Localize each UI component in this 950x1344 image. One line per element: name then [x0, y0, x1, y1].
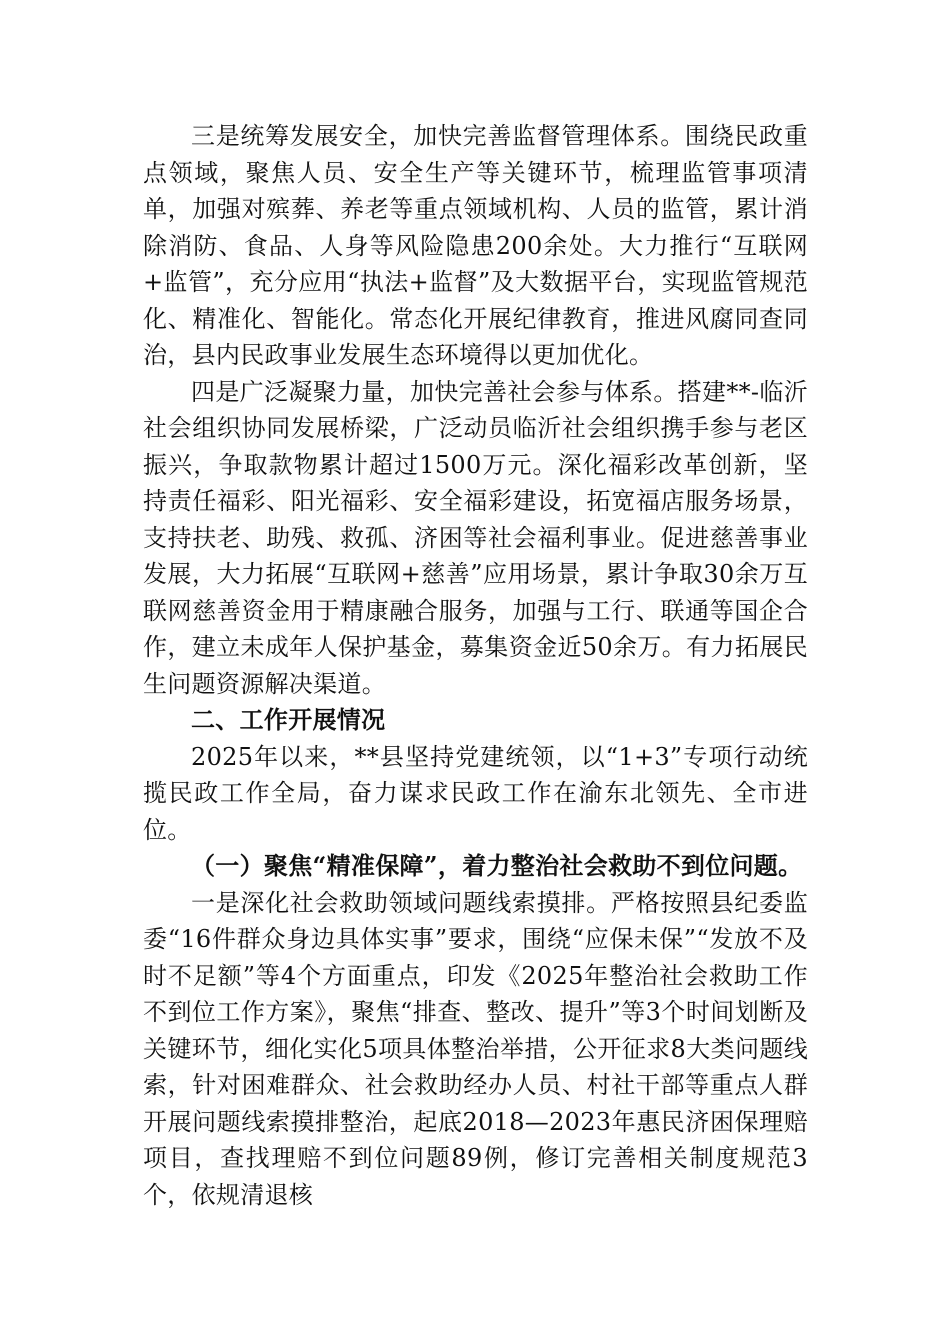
paragraph-safety-supervision: 三是统筹发展安全，加快完善监督管理体系。围绕民政重点领域，聚焦人员、安全生产等关键环节，梳理监管事项清单，加强对殡葬、养老等重点领域机构、人员的监管，累计消除消防、食品、人身等风险隐患200余处。大力推行“互联网+监管”，充分应用“执法+监督”及大数据平台，实现监管规范化、精准化、智能化。常态化开展纪律教育，推进风腐同查同治，县内民政事业发展生态环境得以更加优化。: [143, 122, 808, 369]
section-heading: 二、工作开展情况: [191, 706, 386, 734]
paragraph-intro: 2025年以来，**县坚持党建统领，以“1+3”专项行动统揽民政工作全局，奋力谋求民政工作在渝东北领先、全市进位。: [143, 742, 808, 844]
document-page: [143, 118, 808, 1213]
subsection-heading: （一）聚焦“精准保障”，着力整治社会救助不到位问题。: [191, 851, 803, 880]
paragraph-social-participation: 四是广泛凝聚力量，加快完善社会参与体系。搭建**-临沂社会组织协同发展桥梁，广泛动员临沂社会组织携手参与老区振兴，争取款物累计超过1500万元。深化福彩改革创新，坚持责任福彩、阳光福彩、安全福彩建设，拓宽福店服务场景，支持扶老、助残、救孤、济困等社会福利事业。促进慈善事业发展，大力拓展“互联网+慈善”应用场景，累计争取30余万互联网慈善资金用于精康融合服务，加强与工行、联通等国企合作，建立未成年人保护基金，募集资金近50余万。有力拓展民生问题资源解决渠道。: [143, 377, 808, 698]
paragraph-body: 一是深化社会救助领域问题线索摸排。严格按照县纪委监委“16件群众身边具体实事”要求，围绕“应保未保”“发放不及时不足额”等4个方面重点，印发《2025年整治社会救助工作不到位工作方案》，聚焦“排查、整改、提升”等3个时间划断及关键环节，细化实化5项具体整治举措，公开征求8大类问题线索，针对困难群众、社会救助经办人员、村社干部等重点人群开展问题线索摸排整治，起底2018—2023年惠民济困保理赔项目，查找理赔不到位问题89例，修订完善相关制度规范3个，依规清退核: [143, 888, 808, 1209]
